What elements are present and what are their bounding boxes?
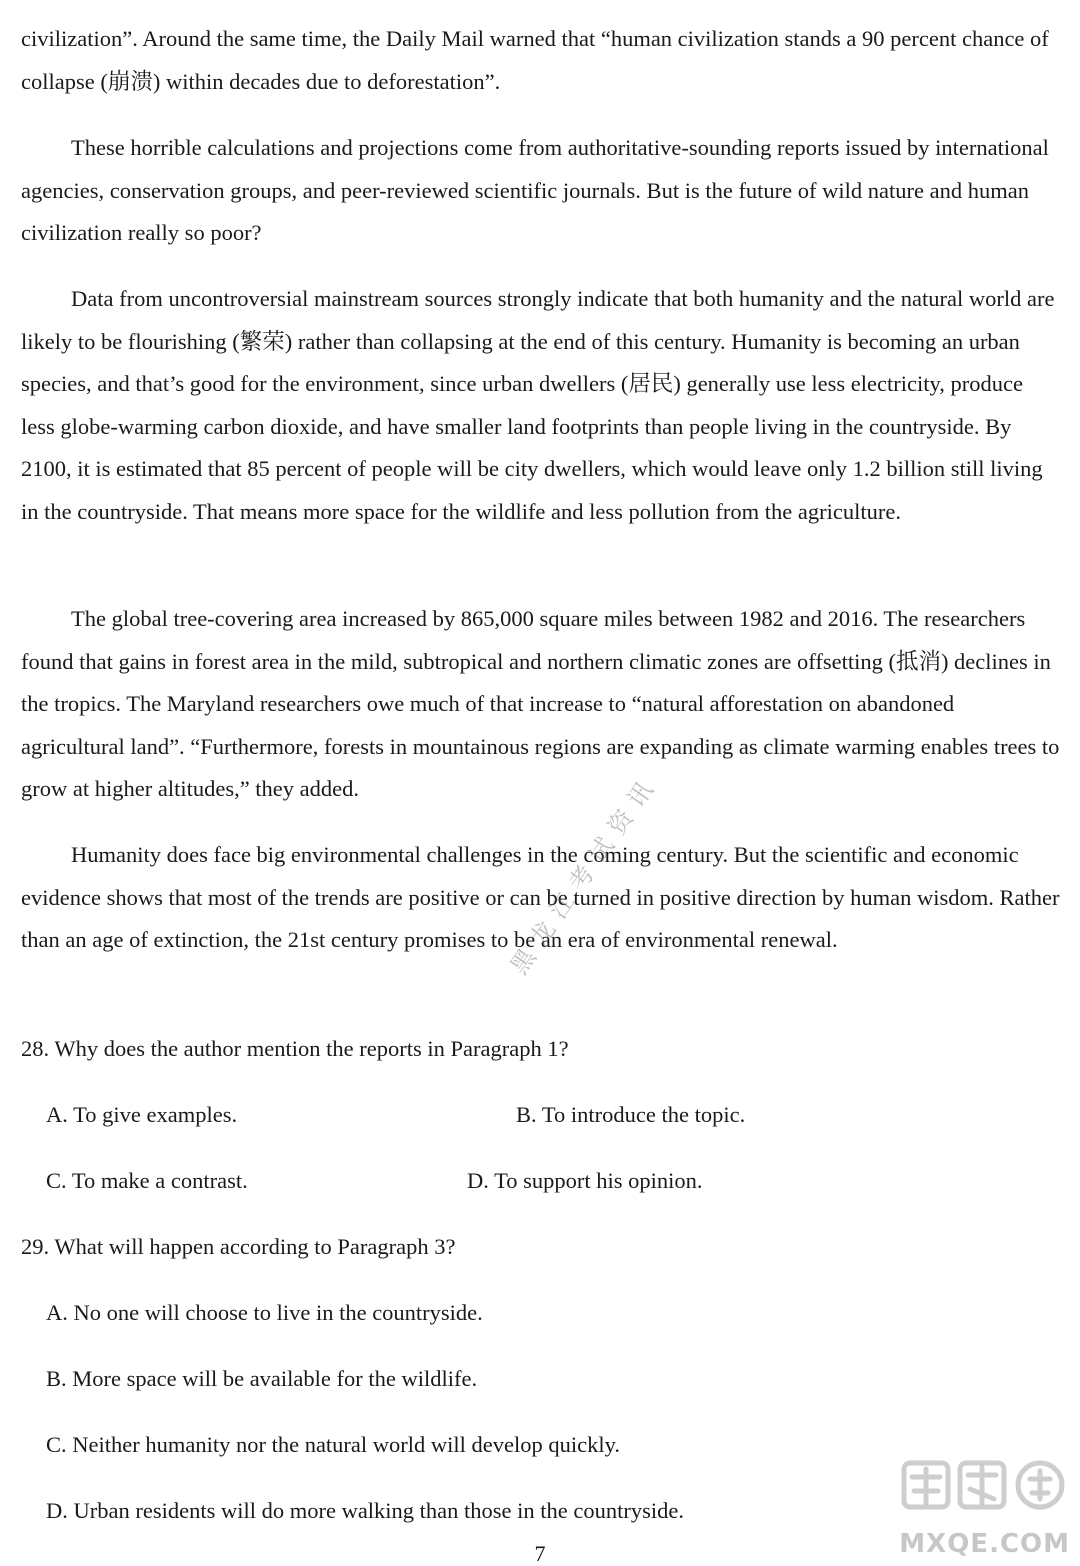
question-29-option-b: B. More space will be available for the wildlife. xyxy=(46,1366,478,1391)
question-28-stem: 28. Why does the author mention the reports in Paragraph 1? xyxy=(21,1036,569,1061)
site-logo-text: MXQE.COM xyxy=(899,1529,1070,1559)
question-29-option-c: C. Neither humanity nor the natural world will develop quickly. xyxy=(46,1432,621,1457)
question-28-option-b: B. To introduce the topic. xyxy=(516,1102,746,1127)
paragraph-3: Data from uncontroversial mainstream sources strongly indicate that both humanity and the natural world are likely to be flourishing (繁荣) rather than collapsing at the end of this century. Humanity is becoming an urban species, and that’s good for the environment, since urban dwellers (居民) generally use less electricity, produce less globe-warming carbon dioxide, and have smaller land footprints than people living in the countryside. By 2100, it is estimated that 85 percent of people will be city dwellers, which would leave only 1.2 billion still living in the countryside. That means more space for the wildlife and less pollution from the agriculture. xyxy=(21,286,1055,524)
question-29-option-a: A. No one will choose to live in the countryside. xyxy=(46,1300,483,1325)
paragraph-5: Humanity does face big environmental challenges in the coming century. But the scientific and economic evidence shows that most of the trends are positive or can be turned in positive direction by human wisdom. Rather than an age of extinction, the 21st century promises to be an era of environmental renewal. xyxy=(21,842,1060,953)
page-number: 7 xyxy=(534,1541,546,1566)
watermark-stamp: 黑龙江考试资讯 xyxy=(504,768,665,980)
question-28-option-a: A. To give examples. xyxy=(46,1102,238,1127)
question-28-option-d: D. To support his opinion. xyxy=(467,1168,703,1193)
paragraph-intro-continuation: civilization”. Around the same time, the Daily Mail warned that “human civilization stands a 90 percent chance of collapse (崩溃) within decades due to deforestation”. xyxy=(21,26,1049,94)
paragraph-2: These horrible calculations and projections come from authoritative-sounding reports issued by international agencies, conservation groups, and peer-reviewed scientific journals. But is the future of wild nature and human civilization really so poor? xyxy=(21,135,1049,246)
question-29-stem: 29. What will happen according to Paragraph 3? xyxy=(21,1234,456,1259)
question-28-option-c: C. To make a contrast. xyxy=(46,1168,248,1193)
paragraph-4: The global tree-covering area increased by 865,000 square miles between 1982 and 2016. The researchers found that gains in forest area in the mild, subtropical and northern climatic zones are offsetting (抵消) declines in the tropics. The Maryland researchers owe much of that increase to “natural afforestation on abandoned agricultural land”. “Furthermore, forests in mountainous regions are expanding as climate warming enables trees to grow at higher altitudes,” they added. xyxy=(21,606,1060,802)
question-29-option-d: D. Urban residents will do more walking than those in the countryside. xyxy=(46,1498,684,1523)
